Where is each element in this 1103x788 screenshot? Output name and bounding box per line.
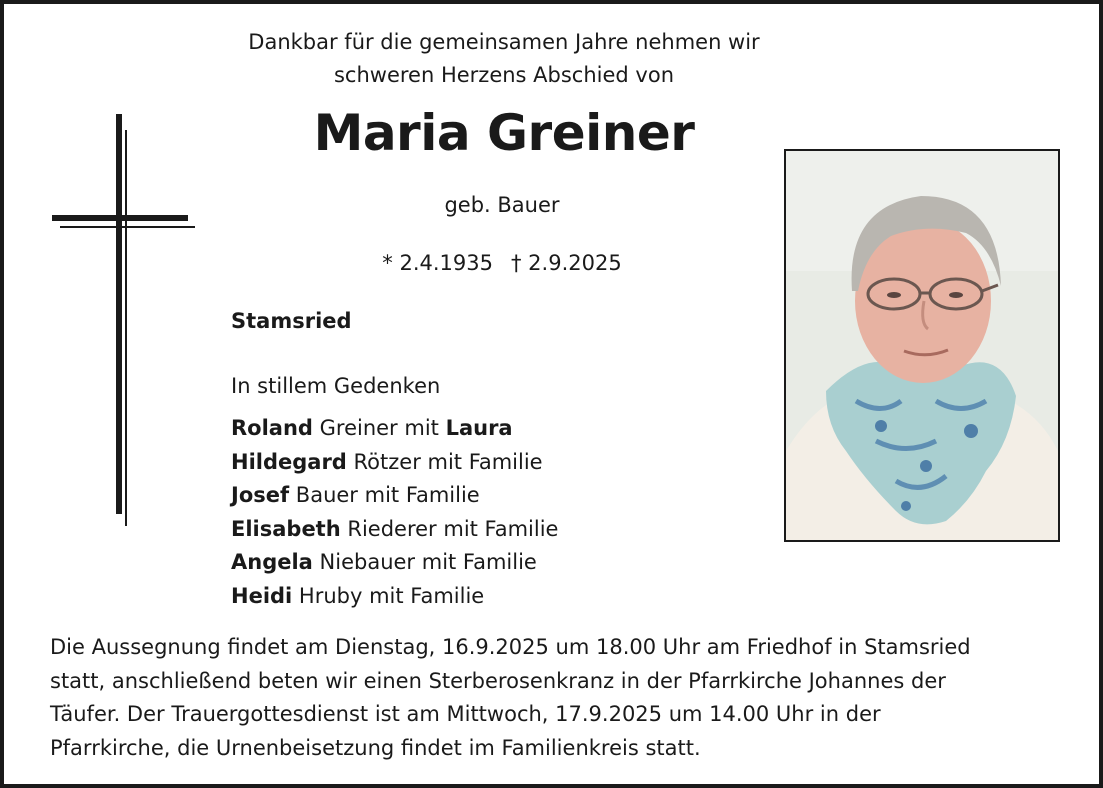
intro-line-1: Dankbar für die gemeinsamen Jahre nehmen wir [248, 30, 760, 54]
mourner-item [231, 412, 558, 446]
memory-line: In stillem Gedenken [231, 374, 441, 398]
mourner-rest: Riederer mit Familie [340, 516, 559, 541]
mourner-first-name: Angela [231, 550, 313, 575]
mourner-first-name: Hildegard [231, 449, 347, 474]
notice-line-1: Die Aussegnung findet am Dienstag, 16.9.2025 um 18.00 Uhr am Friedhof in Stamsried [50, 635, 971, 659]
mourner-item [231, 546, 558, 580]
mourner-item [231, 513, 558, 547]
funeral-notice [50, 631, 1060, 765]
birth-date: * 2.4.1935 [382, 251, 493, 275]
mourner-item [231, 446, 558, 480]
mourner-rest: Rötzer mit Familie [346, 449, 543, 474]
mourner-rest: Niebauer mit Familie [312, 550, 537, 575]
mourner-item [231, 479, 558, 513]
intro-line-2: schweren Herzens Abschied von [333, 63, 675, 87]
mourner-rest: Bauer mit Familie [289, 483, 480, 508]
deceased-name: Maria Greiner [313, 104, 695, 162]
mourner-first-name: Roland [231, 416, 313, 440]
mourner-rest: Greiner mit [312, 416, 446, 440]
place-of-residence: Stamsried [231, 309, 352, 333]
mourner-item [231, 580, 558, 614]
maiden-name: geb. Bauer [444, 193, 560, 217]
notice-line-4: Pfarrkirche, die Urnenbeisetzung findet im Familienkreis statt. [50, 735, 701, 760]
mourner-first-name: Elisabeth [231, 516, 341, 541]
intro-text [174, 26, 834, 92]
portrait-photo [784, 149, 1060, 542]
notice-line-2: statt, anschließend beten wir einen Sterberosenkranz in der Pfarrkirche Johannes der [50, 668, 946, 693]
mourner-extra: Laura [445, 416, 513, 440]
mourner-rest: Hruby mit Familie [292, 583, 485, 608]
death-date: † 2.9.2025 [511, 251, 622, 275]
life-dates [352, 248, 652, 278]
mourner-first-name: Heidi [231, 583, 293, 608]
mourner-first-name: Josef [231, 483, 290, 508]
notice-line-3: Täufer. Der Trauergottesdienst ist am Mittwoch, 17.9.2025 um 14.00 Uhr in der [50, 702, 881, 726]
cross-icon [44, 108, 204, 528]
mourners-list [231, 412, 558, 614]
